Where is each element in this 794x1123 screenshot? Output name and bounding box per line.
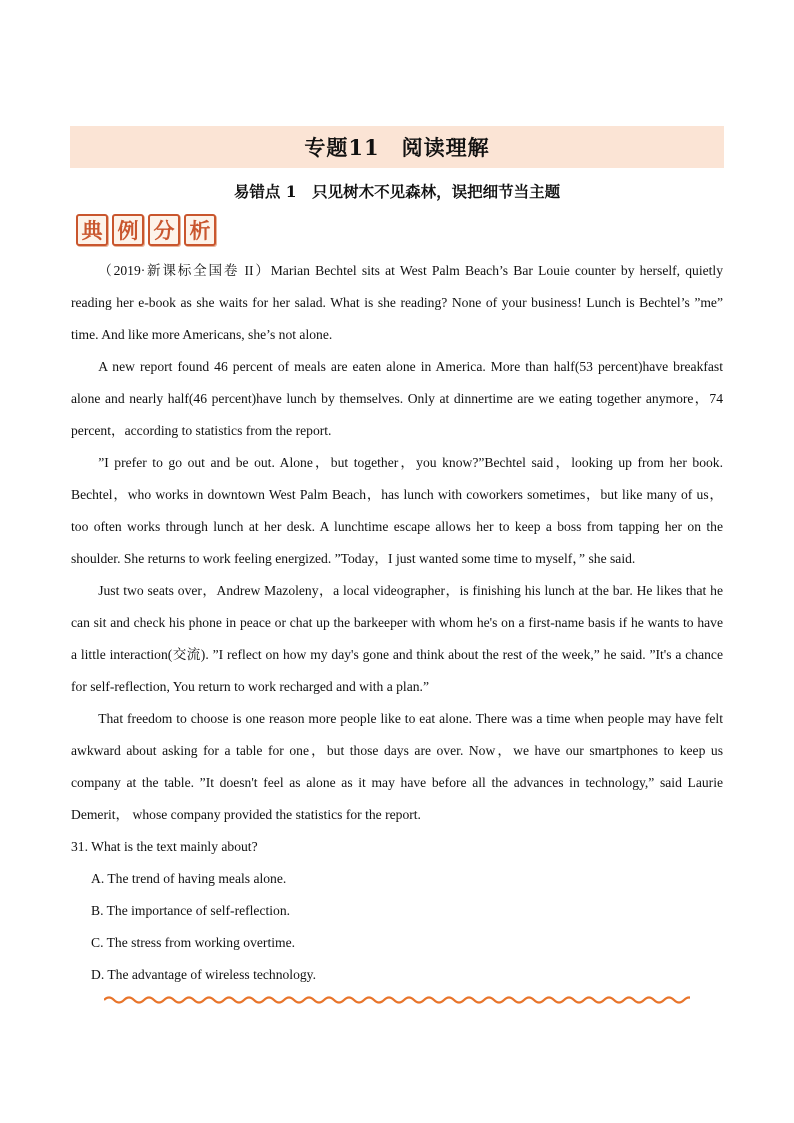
answer-options <box>71 863 723 991</box>
example-analysis-badges <box>76 214 216 246</box>
passage-paragraph: A new report found 46 percent of meals are eaten alone in America. More than half(53 percent)have breakfast alone and nearly half(46 percent)have lunch by themselves. Only at dinnertime are we eating together anymore，74 percent，according to statistics from the report. <box>71 359 723 438</box>
badge-char: 分 <box>148 214 180 246</box>
reading-passage <box>71 255 723 991</box>
title-bar <box>70 126 724 168</box>
wave-divider <box>104 993 690 1007</box>
badge-char: 典 <box>76 214 108 246</box>
page-title: 专题11 阅读理解 <box>304 135 490 160</box>
option-a: A. The trend of having meals alone. <box>91 871 287 886</box>
passage-paragraph: That freedom to choose is one reason more people like to eat alone. There was a time when people may have felt awkward about asking for a table for one，but those days are over. Now，we have our smartphones to keep us company at the table. ”It doesn't feel as alone as it may have before all the advances in technology,” said Laurie Demerit， whose company provided the statistics for the report. <box>71 711 723 822</box>
question-stem: 31. What is the text mainly about? <box>71 839 258 854</box>
option-b: B. The importance of self-reflection. <box>91 903 291 918</box>
option-c: C. The stress from working overtime. <box>91 935 295 950</box>
passage-paragraph: ”I prefer to go out and be out. Alone，but together，you know?”Bechtel said，looking up from her book. Bechtel，who works in downtown West Palm Beach，has lunch with coworkers sometimes，but like many of us，too often works through lunch at her desk. A lunchtime escape allows her to keep a boss from tapping her on the shoulder. She returns to work feeling energized. ”Today，I just wanted some time to myself，” she said. <box>71 455 723 566</box>
option-d: D. The advantage of wireless technology. <box>91 967 316 982</box>
passage-paragraph: Just two seats over，Andrew Mazoleny，a local videographer，is finishing his lunch at the bar. He likes that he can sit and check his phone in peace or chat up the barkeeper with whom he's on a first-name basis if he wants to have a little interaction(交流). ”I reflect on how my day's gone and think about the rest of the week,” he said. ”It's a chance for self-reflection, You return to work recharged and with a plan.” <box>71 583 723 694</box>
badge-char: 析 <box>184 214 216 246</box>
section-subtitle: 易错点 1 只见树木不见森林，误把细节当主题 <box>233 182 561 201</box>
passage-paragraph: （2019·新课标全国卷 II）Marian Bechtel sits at West Palm Beach’s Bar Louie counter by herself, quietly reading her e-book as she waits for her salad. What is she reading? None of your business! Lunch is Bechtel’s ”me” time. And like more Americans, she’s not alone. <box>71 263 723 342</box>
badge-char: 例 <box>112 214 144 246</box>
